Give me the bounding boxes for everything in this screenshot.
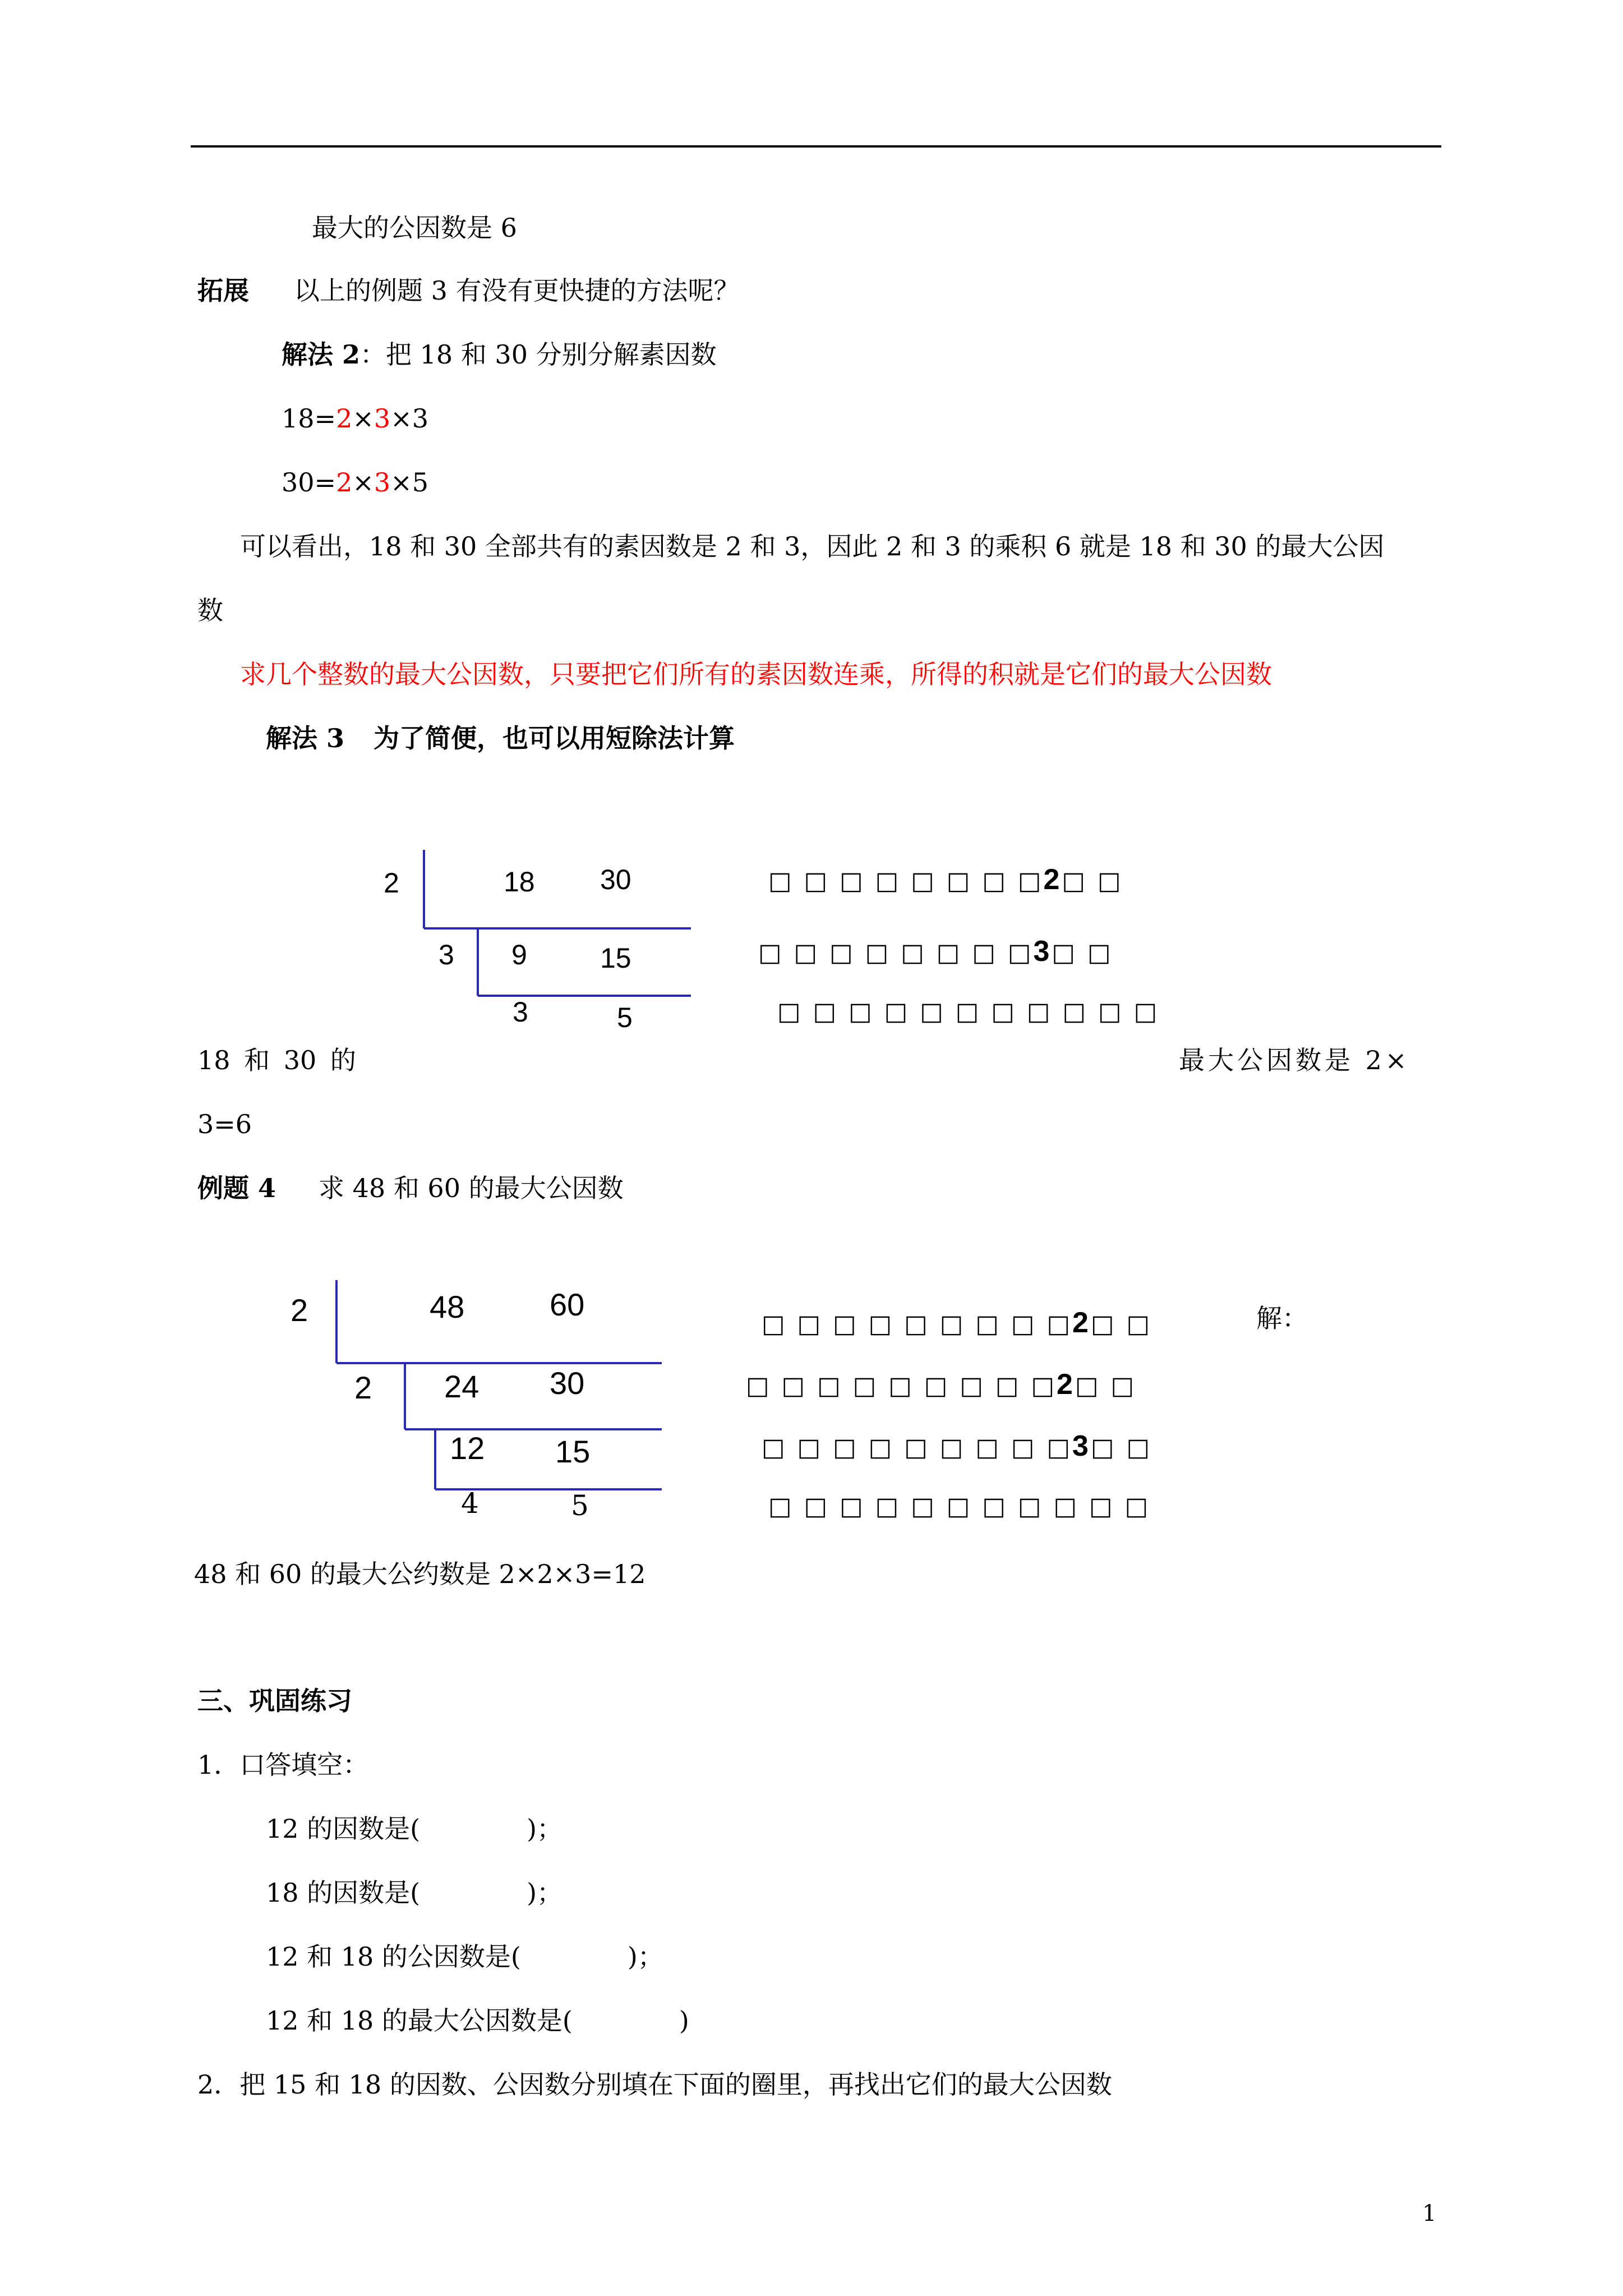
method2-text: ：把 18 和 30 分别分解素因数 [360,339,717,370]
factorization-18: 18=2×3×3 [282,403,428,434]
example4-text: 求 48 和 60 的最大公因数 [319,1173,624,1203]
method2-label: 解法 2 [282,339,361,370]
division1-divisor-2: 3 [439,939,454,970]
method3-label: 解法 3 [266,723,345,753]
gcd-result-line: 最大的公因数是 6 [312,213,517,243]
result1-left: 18 和 30 的 [197,1045,356,1075]
common-factor-2: 2 [336,403,353,434]
division2-note: □ □ □ □ □ □ □ □ □2□ □ [746,1368,1137,1401]
explanation-paragraph-line2: 数 [197,595,223,625]
division1-cell: 9 [511,939,527,970]
extend-label: 拓展 [197,275,249,306]
method3-text: 为了简便，也可以用短除法计算 [374,723,735,753]
factorization-30: 30=2×3×5 [282,467,428,498]
fill-blank-item: 18 的因数是( )； [266,1878,563,1908]
division2-cell: 30 [550,1365,585,1401]
result2: 48 和 60 的最大公约数是 2×2×3=12 [194,1559,646,1589]
division1-cell: 5 [617,1002,633,1033]
division1-cell: 15 [600,942,631,974]
gcd-rule: 求几个整数的最大公因数，只要把它们所有的素因数连乘，所得的积就是它们的最大公因数 [240,659,1272,689]
division2-divisor-1: 2 [291,1292,308,1328]
division2-cell: 24 [444,1369,479,1404]
result1-continued: 3=6 [197,1109,252,1139]
question-2: 2．把 15 和 18 的因数、公因数分别填在下面的圈里，再找出它们的最大公因数 [197,2069,1112,2100]
division1-note: □ □ □ □ □ □ □ □3□ □ [758,935,1113,968]
section-heading: 三、巩固练习 [197,1686,352,1716]
page-number: 1 [1422,2201,1437,2226]
common-factor-2: 2 [336,467,353,498]
fill-blank-item: 12 和 18 的最大公因数是( ) [266,2005,689,2036]
division2-cell: 4 [461,1487,479,1520]
division2-note: □ □ □ □ □ □ □ □ □2□ □ [762,1306,1152,1339]
example4-row [197,1172,624,1204]
fill-blank-item: 12 和 18 的公因数是( )； [266,1941,663,1972]
explanation-paragraph-line1: 可以看出，18 和 30 全部共有的素因数是 2 和 3，因此 2 和 3 的乘积 6 就是 18 和 30 的最大公因 [240,531,1385,562]
division1-cell: 18 [504,866,535,898]
division1-divisor-1: 2 [384,867,399,899]
division1-note: □ □ □ □ □ □ □ □2□ □ [768,863,1123,896]
division1-note: □ □ □ □ □ □ □ □ □ □ □ [777,997,1160,1026]
division2-cell: 5 [571,1489,589,1522]
example4-label: 例题 4 [197,1173,276,1203]
result1-right: 最大公因数是 2× [1179,1045,1410,1075]
division2-cell: 48 [430,1289,465,1324]
division2-note: □ □ □ □ □ □ □ □ □ □ □ [768,1492,1151,1521]
division1-cell: 30 [600,864,631,895]
solution-label: 解： [1256,1303,1308,1333]
common-factor-3: 3 [374,403,391,434]
question-1: 1．口答填空： [197,1750,369,1780]
division2-cell: 60 [550,1287,585,1322]
division2-note: □ □ □ □ □ □ □ □ □3□ □ [762,1430,1152,1462]
extend-question: 以上的例题 3 有没有更快捷的方法呢？ [294,275,740,306]
division2-divisor-2: 2 [354,1370,372,1405]
division1-cell: 3 [513,996,528,1028]
common-factor-3: 3 [374,467,391,498]
division2-cell: 15 [555,1434,591,1469]
division2-cell: 12 [450,1430,485,1466]
fill-blank-item: 12 的因数是( )； [266,1814,563,1844]
